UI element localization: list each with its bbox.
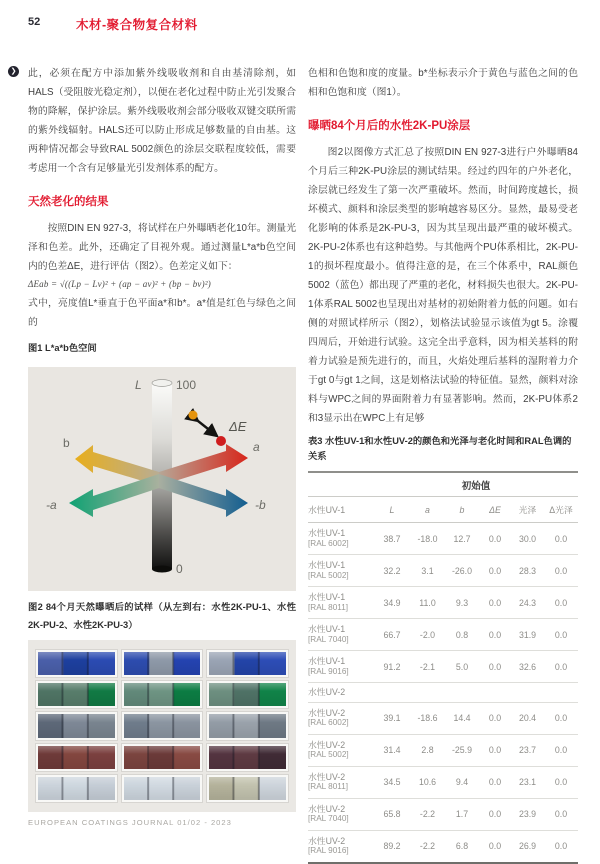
sample-photo bbox=[207, 681, 288, 708]
cell-value: 23.9 bbox=[511, 798, 544, 830]
paragraph-din-en-927: 按照DIN EN 927-3，将试样在户外曝晒老化10年。测量光泽和色差。此外，还确定了目视外观。通过测量L*a*b色空间内的色差ΔE，进行评估（图2）。色差定义如下： bbox=[28, 223, 296, 272]
row-label: 水性UV-2 [RAL 8011] bbox=[308, 766, 374, 798]
cell-value: 89.2 bbox=[383, 841, 401, 851]
figure2-caption: 图2 84个月天然曝晒后的试样（从左到右：水性2K-PU-1、水性2K-PU-2、水性2K-PU-3） bbox=[28, 602, 296, 630]
cell-value: 23.7 bbox=[511, 734, 544, 766]
table-row bbox=[308, 830, 578, 863]
sample-photo bbox=[122, 681, 203, 708]
sample-photo bbox=[122, 744, 203, 771]
paragraph-uv-absorbers: 此，必须在配方中添加紫外线吸收剂和自由基清除剂，如HALS（受阻胺光稳定剂），以便在老化过程中防止光引发聚合物的降解，保护涂层。紫外线吸收剂会部分吸收双键交联所需的紫外线辐射。HALS还可以防止形成足够数量的自由基。这两种情况都会导致RAL 5002颜色的涂层交联程度较低，需要考虑用一个含有足够量光引发剂体系的配方。 bbox=[28, 68, 296, 174]
page-title: 木材-聚合物复合材料 bbox=[76, 18, 198, 32]
cell-value: 0.0 bbox=[479, 734, 511, 766]
cell-value: 5.0 bbox=[445, 651, 479, 683]
cell-value: 0.0 bbox=[479, 798, 511, 830]
cell-value: 2.8 bbox=[410, 734, 445, 766]
cell-value: -25.9 bbox=[445, 734, 479, 766]
cell-value: 14.4 bbox=[445, 702, 479, 734]
sample-photo bbox=[207, 744, 288, 771]
table-row bbox=[308, 766, 578, 798]
figure1-caption: 图1 L*a*b色空间 bbox=[28, 343, 97, 353]
row-label: 水性UV-2 [RAL 6002] bbox=[308, 702, 374, 734]
cell-value bbox=[511, 683, 544, 703]
cell-value: 0.0 bbox=[479, 702, 511, 734]
cell-value bbox=[445, 683, 479, 703]
cell-value: 20.4 bbox=[511, 702, 544, 734]
cell-value: 0.0 bbox=[544, 587, 578, 619]
delta-e-label: ΔE bbox=[229, 419, 247, 434]
paragraph-lab-explanation: 式中，亮度值L*垂直于色平面a*和b*。a*值是红色与绿色之间的 bbox=[28, 298, 296, 328]
sample-photo bbox=[36, 650, 117, 677]
cell-value bbox=[544, 683, 578, 703]
journal-footer: EUROPEAN COATINGS JOURNAL 01/02 - 2023 bbox=[28, 818, 232, 827]
section-heading-natural-aging: 天然老化的结果 bbox=[28, 196, 109, 208]
cell-value: 0.0 bbox=[544, 523, 578, 555]
neg-a-axis-arrow bbox=[69, 474, 159, 517]
cell-value: 0.0 bbox=[544, 766, 578, 798]
neg-b-axis-arrow bbox=[159, 474, 248, 517]
table-column-header-row bbox=[308, 497, 578, 523]
sample-photo bbox=[36, 775, 117, 802]
column-header-gloss: 光泽 bbox=[511, 497, 544, 523]
sample-photo bbox=[36, 712, 117, 739]
sample-photo-grid bbox=[36, 650, 288, 802]
cell-value: 31.9 bbox=[511, 619, 544, 651]
cell-value: 6.8 bbox=[455, 841, 469, 851]
row-label: 水性UV-1 [RAL 9016] bbox=[308, 651, 374, 683]
cell-value: -2.1 bbox=[410, 651, 445, 683]
cell-value: -2.2 bbox=[410, 798, 445, 830]
row-label: 水性UV-1 [RAL 5002] bbox=[308, 555, 374, 587]
cell-value: 26.9 bbox=[518, 841, 537, 851]
cell-value: 0.0 bbox=[479, 766, 511, 798]
a-axis-label: a bbox=[253, 440, 260, 454]
figure2-weathered-samples-photo bbox=[28, 640, 296, 812]
cell-value: 0.0 bbox=[479, 523, 511, 555]
cell-value: 38.7 bbox=[374, 523, 410, 555]
table-section-row bbox=[308, 683, 578, 703]
sample-photo bbox=[207, 712, 288, 739]
cell-value: -18.6 bbox=[410, 702, 445, 734]
cell-value: 0.0 bbox=[488, 841, 502, 851]
table-row bbox=[308, 555, 578, 587]
row-label: 水性UV-2 [RAL 9016] bbox=[308, 835, 349, 855]
paragraph-b-coordinate: 色相和色饱和度的度量。b*坐标表示介于黄色与蓝色之间的色相和色饱和度（图1）。 bbox=[308, 68, 578, 98]
row-label: 水性UV-2 [RAL 7040] bbox=[308, 798, 374, 830]
cell-value: 66.7 bbox=[374, 619, 410, 651]
l-axis-label: L bbox=[135, 378, 142, 392]
cell-value: 0.0 bbox=[554, 841, 568, 851]
table-section-label: 水性UV-1 bbox=[308, 497, 374, 523]
figure1-lab-color-space bbox=[28, 367, 296, 591]
cell-value: 0.0 bbox=[479, 619, 511, 651]
table-row bbox=[308, 523, 578, 555]
sample-photo bbox=[122, 775, 203, 802]
section-heading-2kpu-after-84-months: 曝晒84个月后的水性2K-PU涂层 bbox=[308, 120, 471, 132]
continuation-bullet-icon: ❯ bbox=[8, 66, 19, 77]
cell-value: 0.8 bbox=[445, 619, 479, 651]
row-label: 水性UV-2 [RAL 5002] bbox=[308, 734, 374, 766]
table-row bbox=[308, 702, 578, 734]
sample-photo bbox=[207, 650, 288, 677]
sample-photo bbox=[36, 744, 117, 771]
b-axis-label: b bbox=[63, 436, 70, 450]
cell-value: 1.7 bbox=[445, 798, 479, 830]
delta-e-formula: ΔEab = √((Lp − Lv)² + (ap − av)² + (bp − bv)²) bbox=[28, 279, 211, 289]
cell-value: -2.0 bbox=[410, 619, 445, 651]
cell-value: 39.1 bbox=[374, 702, 410, 734]
cell-value: 0.0 bbox=[544, 555, 578, 587]
cell-value: 91.2 bbox=[374, 651, 410, 683]
cell-value: 11.0 bbox=[410, 587, 445, 619]
l-max-label: 100 bbox=[176, 378, 197, 392]
cell-value: 24.3 bbox=[511, 587, 544, 619]
cell-value: 9.4 bbox=[445, 766, 479, 798]
delta-e-arrow bbox=[198, 421, 217, 436]
sample-photo bbox=[122, 712, 203, 739]
sample-photo bbox=[36, 681, 117, 708]
table-row bbox=[308, 734, 578, 766]
table3-color-gloss-table bbox=[308, 471, 578, 864]
lab-color-space-diagram bbox=[28, 367, 296, 591]
cell-value bbox=[479, 683, 511, 703]
cell-value: 0.0 bbox=[479, 651, 511, 683]
cell-value: 34.5 bbox=[374, 766, 410, 798]
cell-value: -2.2 bbox=[419, 841, 436, 851]
table-row bbox=[308, 651, 578, 683]
cell-value: 32.6 bbox=[511, 651, 544, 683]
row-label: 水性UV-1 [RAL 8011] bbox=[308, 587, 374, 619]
cell-value: 28.3 bbox=[511, 555, 544, 587]
cell-value: 0.0 bbox=[479, 587, 511, 619]
table-row bbox=[308, 798, 578, 830]
table-group-header-row bbox=[308, 472, 578, 497]
cell-value: 0.0 bbox=[544, 734, 578, 766]
cell-value bbox=[410, 683, 445, 703]
sample-photo bbox=[207, 775, 288, 802]
neg-a-axis-label: -a bbox=[46, 498, 57, 512]
cell-value: 9.3 bbox=[445, 587, 479, 619]
cell-value: 30.0 bbox=[511, 523, 544, 555]
cell-value: -26.0 bbox=[445, 555, 479, 587]
page-number: 52 bbox=[28, 16, 41, 28]
paragraph-weathering-results: 图2以图像方式汇总了按照DIN EN 927-3进行户外曝晒84个月后三种2K-PU涂层的测试结果。经过约四年的户外老化，涂层就已经发生了第一次严重破坏。然而，时间跨度越长，损坏模式、颜料和涂层类型的影响越容易区分。显然，最易受老化影响的体系是2K-PU-3，因为其呈现出最严重的破坏模式。2K-PU-2体系也有这种趋势。与其他两个PU体系相比，2K-PU-1的损坏程度最小。值得注意的是，在三个体系中，RAL颜色5002（蓝色）都出现了严重的老化，材料损失也很大。2K-PU-1体系RAL 5002也呈现出对基材的初始附着力低的问题。如右侧的对照试样所示（图2），划格法试验显示该值为gt 5。涂覆四周后，开始进行试验。这完全出乎意料，因为相关基料的附着力试验是预先进行的，而且，火焰处理后基料的湿附着力介于gt 0与gt 1之间，这是划格法试验的特征值。显然，颜料对涂料与WPC之间的界面附着力有显著影响。然而，2K-PU体系2和3显示出在WPC上有足够 bbox=[308, 147, 578, 424]
column-header-l: L bbox=[374, 497, 410, 523]
left-column bbox=[28, 64, 296, 812]
cell-value: 0.0 bbox=[544, 702, 578, 734]
cell-value: 3.1 bbox=[410, 555, 445, 587]
cell-value: 0.0 bbox=[544, 619, 578, 651]
right-column bbox=[308, 64, 578, 864]
cell-value: 34.9 bbox=[374, 587, 410, 619]
color-point-2 bbox=[216, 436, 226, 446]
neg-b-axis-label: -b bbox=[255, 498, 266, 512]
cell-value: 12.7 bbox=[445, 523, 479, 555]
table-row bbox=[308, 587, 578, 619]
cell-value: 31.4 bbox=[374, 734, 410, 766]
l-min-label: 0 bbox=[176, 562, 183, 576]
row-label: 水性UV-1 [RAL 6002] bbox=[308, 523, 374, 555]
table-group-header: 初始值 bbox=[374, 472, 578, 497]
sample-photo bbox=[122, 650, 203, 677]
cell-value: 65.8 bbox=[374, 798, 410, 830]
column-header-delta-gloss: Δ光泽 bbox=[544, 497, 578, 523]
cell-value: 0.0 bbox=[544, 651, 578, 683]
cell-value: 0.0 bbox=[544, 798, 578, 830]
row-label: 水性UV-1 [RAL 7040] bbox=[308, 619, 374, 651]
table3-caption: 表3 水性UV-1和水性UV-2的颜色和光泽与老化时间和RAL色调的关系 bbox=[308, 436, 572, 461]
cell-value: 0.0 bbox=[479, 555, 511, 587]
cell-value: 10.6 bbox=[410, 766, 445, 798]
table-row bbox=[308, 619, 578, 651]
color-point-1 bbox=[189, 411, 198, 420]
column-header-b: b bbox=[445, 497, 479, 523]
cell-value: 23.1 bbox=[511, 766, 544, 798]
column-header-delta-e: ΔE bbox=[479, 497, 511, 523]
column-header-a: a bbox=[410, 497, 445, 523]
row-label: 水性UV-2 bbox=[308, 683, 374, 703]
cell-value bbox=[374, 683, 410, 703]
cell-value: -18.0 bbox=[410, 523, 445, 555]
cell-value: 32.2 bbox=[374, 555, 410, 587]
